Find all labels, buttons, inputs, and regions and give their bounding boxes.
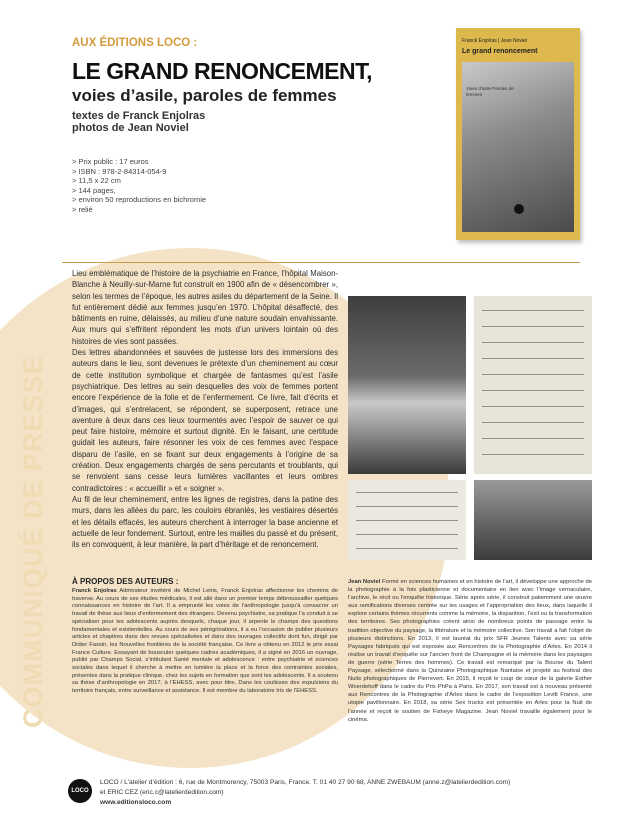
about-authors-title: À PROPOS DES AUTEURS : [72, 577, 179, 586]
intro-paragraph-1: Lieu emblématique de l’histoire de la psychiatrie en France, l’hôpital Maison-Blanche à Neuilly-sur-Marne fut construit en 1900 afin de « désencombrer », selon les termes de l’époque, les autres asiles du département de la Seine. Il fut entièrement dédié aux femmes jusqu’en 1970. L’hôpital désaffecté, des bâtiments en ruine, délaissés, au milieu d’une nature soudain envahissante. Aux murs qui s’effritent répondent les mots d’un univers lointain où des histoires de vies sont passées. [72, 269, 338, 346]
spec-dimensions: > 11,5 x 22 cm [72, 176, 121, 185]
publisher-line: AUX ÉDITIONS LOCO : [72, 37, 198, 49]
author1-bio-text: Admirateur invétéré de Michel Leiris, Franck Enjolras affectionne les chemins de traverse. Au cours de ses études médicales, il est allé dans un premier temps débroussailler quelques connaissances en histoire de l’art. Il a emprunté les voies de l’anthropologie jusqu’à consacrer un travail de thèse aux lieux d’enfermement des étrangers. Devenu psychiatre, sa pratique l’a conduit à se spécialiser pour les adolescents auprès desquels, chaque jour, il arpente le champs des questions fondamentales et existentielles. Au cours de ses pérégrinations, il a eu l’occasion de publier plusieurs articles et chapitres dans des revues spécialisées et dans des ouvrages collectifs dont fun, dirigé par Didier Fassin, les Nouvelles frontières de la société française. Ce livre a obtenu en 2012 le prix essai France Culture. Essayant de bousculer quelques cadres académiques, il a signé en 2016 un ouvrage, publié par Champs Social, s’intitulant Santé mentale et adolescence : entre psychiatrie et sciences sociales dans lequel il cherche à mettre en lumière la place et la force des contraintes sociales, présentes dans la pratique clinique, chez les sujets en formation que sont les adolescents. Il a soutenu sa thèse d’anthropologie en 2017, à l’EHESS, avec pour titre, Dans les coulisses des expulsions du territoire français, entre surveillance et assistance. Il est membre du laboratoire Iris de l’EHESS. [72, 588, 339, 695]
author2-name: Jean Noviel [348, 579, 381, 585]
spec-reproductions: > environ 50 reproductions en bichromie [72, 195, 207, 204]
spec-isbn: > ISBN : 978-2-84314-054-9 [72, 166, 167, 176]
building-ruins-photo [474, 480, 592, 560]
loco-logo: LOCO [68, 779, 92, 803]
spec-binding: > relié [72, 204, 93, 214]
cover-title: Le grand renoncement [462, 48, 538, 55]
author2-bio-text: Formé en sciences humaines et en histoire de l’art, il développe une approche de la photographie à la fois plasticienne et documentaire en lien avec l’image vernaculaire, l’archive, le récit ou l’enquête historique. Série après série, il construit patiemment une œuvre aux ramifications diverses centrée sur les usages et l’appropriation des lieux, dans laquelle il explore certains thèmes récurrents comme la mémoire, la disparition, l’exil ou la transformation des territoires. Ses photographies créent ainsi de nombreux points de passage entre la tradition objective du paysage, la littérature et la mémoire collective. Son travail a fait l’objet de plusieurs distinctions. En 2013, il est lauréat du prix SFR Jeunes Talents avec sa série Paysages fabriqués qui est exposée aux Rencontres de la Photographie d’Arles. En 2014 il réalise un travail d’enquête sur l’ancien front de Champagne et la mémoire dans les paysages de guerre (série Terres des hommes). Ce travail est remarqué par la Bourse du Talent Paysage, sélectionné dans la Quinzaine Photographique Nantaise et projeté au festival des Nuits photographiques de Pierrevert. En 2015, il reçoit le coup de cœur de la galerie Esther Woerdehoff dans le cadre du Prix PhPa à Paris. En 2017, son travail est à nouveau présenté aux Rencontres de la Photographie d’Arles dans le cadre de l’exposition Levitt France, une utopie pavillonnaire. En 2018, sa série Sex trucks est présentée en Arles pour la Nuit de l’année et reçoit le soutien de Fisheye Magazine. Jean Noviel travaille également pour le cinéma. [348, 579, 592, 723]
photo-credit: photos de Jean Noviel [72, 122, 189, 134]
author2-bio [348, 578, 592, 724]
book-specs-list [72, 157, 206, 214]
spec-price: > Prix public : 17 euros [72, 157, 149, 166]
book-cover-image [456, 28, 580, 240]
book-subtitle: voies d’asile, paroles de femmes [72, 86, 337, 105]
author1-name: Franck Enjolras [72, 588, 117, 594]
book-title: LE GRAND RENONCEMENT, [72, 58, 373, 84]
intro-paragraph-3: Au fil de leur cheminement, entre les lignes de registres, dans la patine des murs, dans les allées du parc, les couloirs ébranlés, les vestiaires désertés et les détails effacés, les auteurs cherchent à interroger la base ancienne et actuelle de leur fondement. Surtout, entre les mailles du passé et du présent, ils en convoquent, à leur manière, la part d’héritage et de renoncement. [72, 494, 338, 550]
handwritten-letter-photo [474, 296, 592, 474]
spec-pages: > 144 pages, [72, 185, 116, 195]
vertical-label: COMMUNIQUÉ DE PRESSE [18, 355, 48, 728]
corridor-photo [348, 296, 466, 474]
cover-loco-logo [514, 204, 524, 214]
handwritten-note-photo [348, 480, 466, 560]
text-credit: textes de Franck Enjolras [72, 110, 206, 122]
footer-contact: et ERIC CEZ (eric.c@latelierdedition.com) [100, 789, 224, 796]
section-divider [62, 262, 580, 263]
intro-paragraph-2: Des lettres abandonnées et sauvées de justesse lors des immersions des auteurs dans le lieu, sont devenues le prétexte d’un cheminement au cœur de cette institution symbolique et chargée de fantasmes qu’est l’asile psychiatrique. Des lettres au sein desquelles des voix de femmes portent encore l’expérience de la folie et de l’enfermement. Ce livre, fait d’écrits et d’images, qui s’entrelacent, se répondent, se superposent, retrace une aventure à deux dans ces lieux tourmentés avec l’espoir de sauver ce qui peut faire histoire, mémoire et surtout dignité. En le faisant, une certitude guidait les auteurs, faire résonner les voix de ces femmes avec l’espace disparu de l’asile, en se fixant sur deux engagements à l’origine de sa création. Deux engagements chargés de sens percutants et troublants, qui se renvoient sans cesse leurs lumières vacillantes et leurs ombres contradictoires : « accueillir » et « soigner ». [72, 348, 338, 493]
author1-bio [72, 588, 338, 696]
footer-website-link[interactable]: www.editionsloco.com [100, 799, 172, 806]
footer-address: LOCO / L’atelier d’édition : 6, rue de Montmorency, 75003 Paris, France. T. 01 40 27 90 68, ANNE ZWEBAUM (anne.z@latelierdedition.com) [100, 779, 511, 786]
intro-text [72, 268, 338, 550]
cover-subtitle: Voies d’asile Paroles de femmes [466, 86, 514, 97]
cover-authors: Franck Enjolras | Jean Noviel [462, 38, 527, 44]
